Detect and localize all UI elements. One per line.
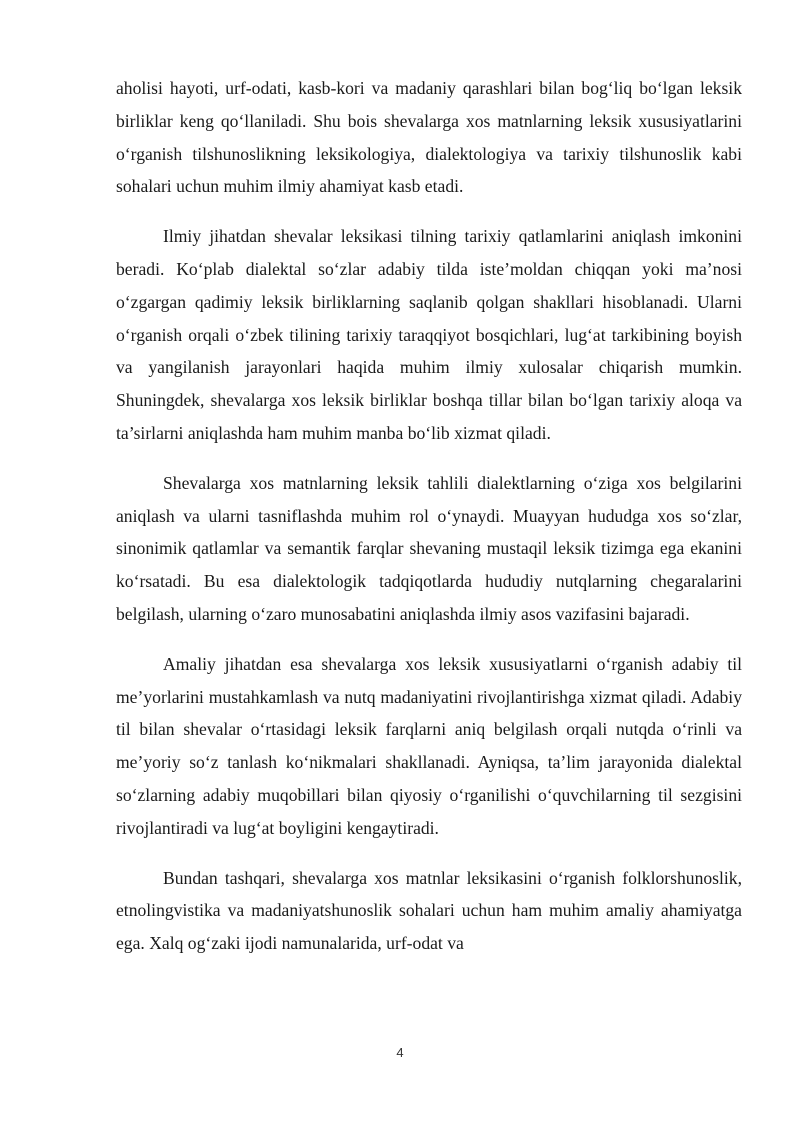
paragraph-scientific-significance: Ilmiy jihatdan shevalar leksikasi tilning tarixiy qatlamlarini aniqlash imkonini beradi. Ko‘plab dialektal so‘zlar adabiy tilda iste’moldan chiqqan yoki ma’nosi o‘zgargan qadimiy leksik birliklarning saqlanib qolgan shakllari hisoblanadi. Ularni o‘rganish orqali o‘zbek tilining tarixiy taraqqiyot bosqichlari, lug‘at tarkibining boyish va yangilanish jarayonlari haqida muhim ilmiy xulosalar chiqarish mumkin. Shuningdek, shevalarga xos leksik birliklar boshqa tillar bilan bo‘lgan tarixiy aloqa va ta’sirlarni aniqlashda ham muhim manba bo‘lib xizmat qiladi. — [116, 226, 742, 443]
paragraph-lexical-analysis: Shevalarga xos matnlarning leksik tahlili dialektlarning o‘ziga xos belgilarini aniqlash va ularni tasniflashda muhim rol o‘ynaydi. Muayyan hududga xos so‘zlar, sinonimik qatlamlar va semantik farqlar shevaning mustaqil leksik tizimga ega ekanini ko‘rsatadi. Bu esa dialektologik tadqiqotlarda hududiy nutqlarning chegaralarini belgilash, ularning o‘zaro munosabatini aniqlashda ilmiy asos vazifasini bajaradi. — [116, 472, 742, 624]
page-body — [116, 72, 742, 960]
paragraph-additional-significance: Bundan tashqari, shevalarga xos matnlar leksikasini o‘rganish folklorshunoslik, etnolingvistika va madaniyatshunoslik sohalari uchun ham muhim amaliy ahamiyatga ega. Xalq og‘zaki ijodi namunalarida, urf-odat va — [116, 867, 742, 954]
paragraph-practical-significance: Amaliy jihatdan esa shevalarga xos leksik xususiyatlarni o‘rganish adabiy til me’yorlarini mustahkamlash va nutq madaniyatini rivojlantirishga xizmat qiladi. Adabiy til bilan shevalar o‘rtasidagi leksik farqlarni aniq belgilash orqali nutqda o‘rinli va me’yoriy so‘z tanlash ko‘nikmalari shakllanadi. Ayniqsa, ta’lim jarayonida dialektal so‘zlarning adabiy muqobillari bilan qiyosiy o‘rganilishi o‘quvchilarning til sezgisini rivojlantiradi va lug‘at boyligini kengaytiradi. — [116, 653, 742, 838]
page-number: 4 — [396, 1045, 404, 1060]
paragraph-continuation: aholisi hayoti, urf-odati, kasb-kori va madaniy qarashlari bilan bog‘liq bo‘lgan leksik birliklar keng qo‘llaniladi. Shu bois shevalarga xos matnlarning leksik xususiyatlarini o‘rganish tilshunoslikning leksikologiya, dialektologiya va tarixiy tilshunoslik kabi sohalari uchun muhim ilmiy ahamiyat kasb etadi. — [116, 78, 742, 197]
